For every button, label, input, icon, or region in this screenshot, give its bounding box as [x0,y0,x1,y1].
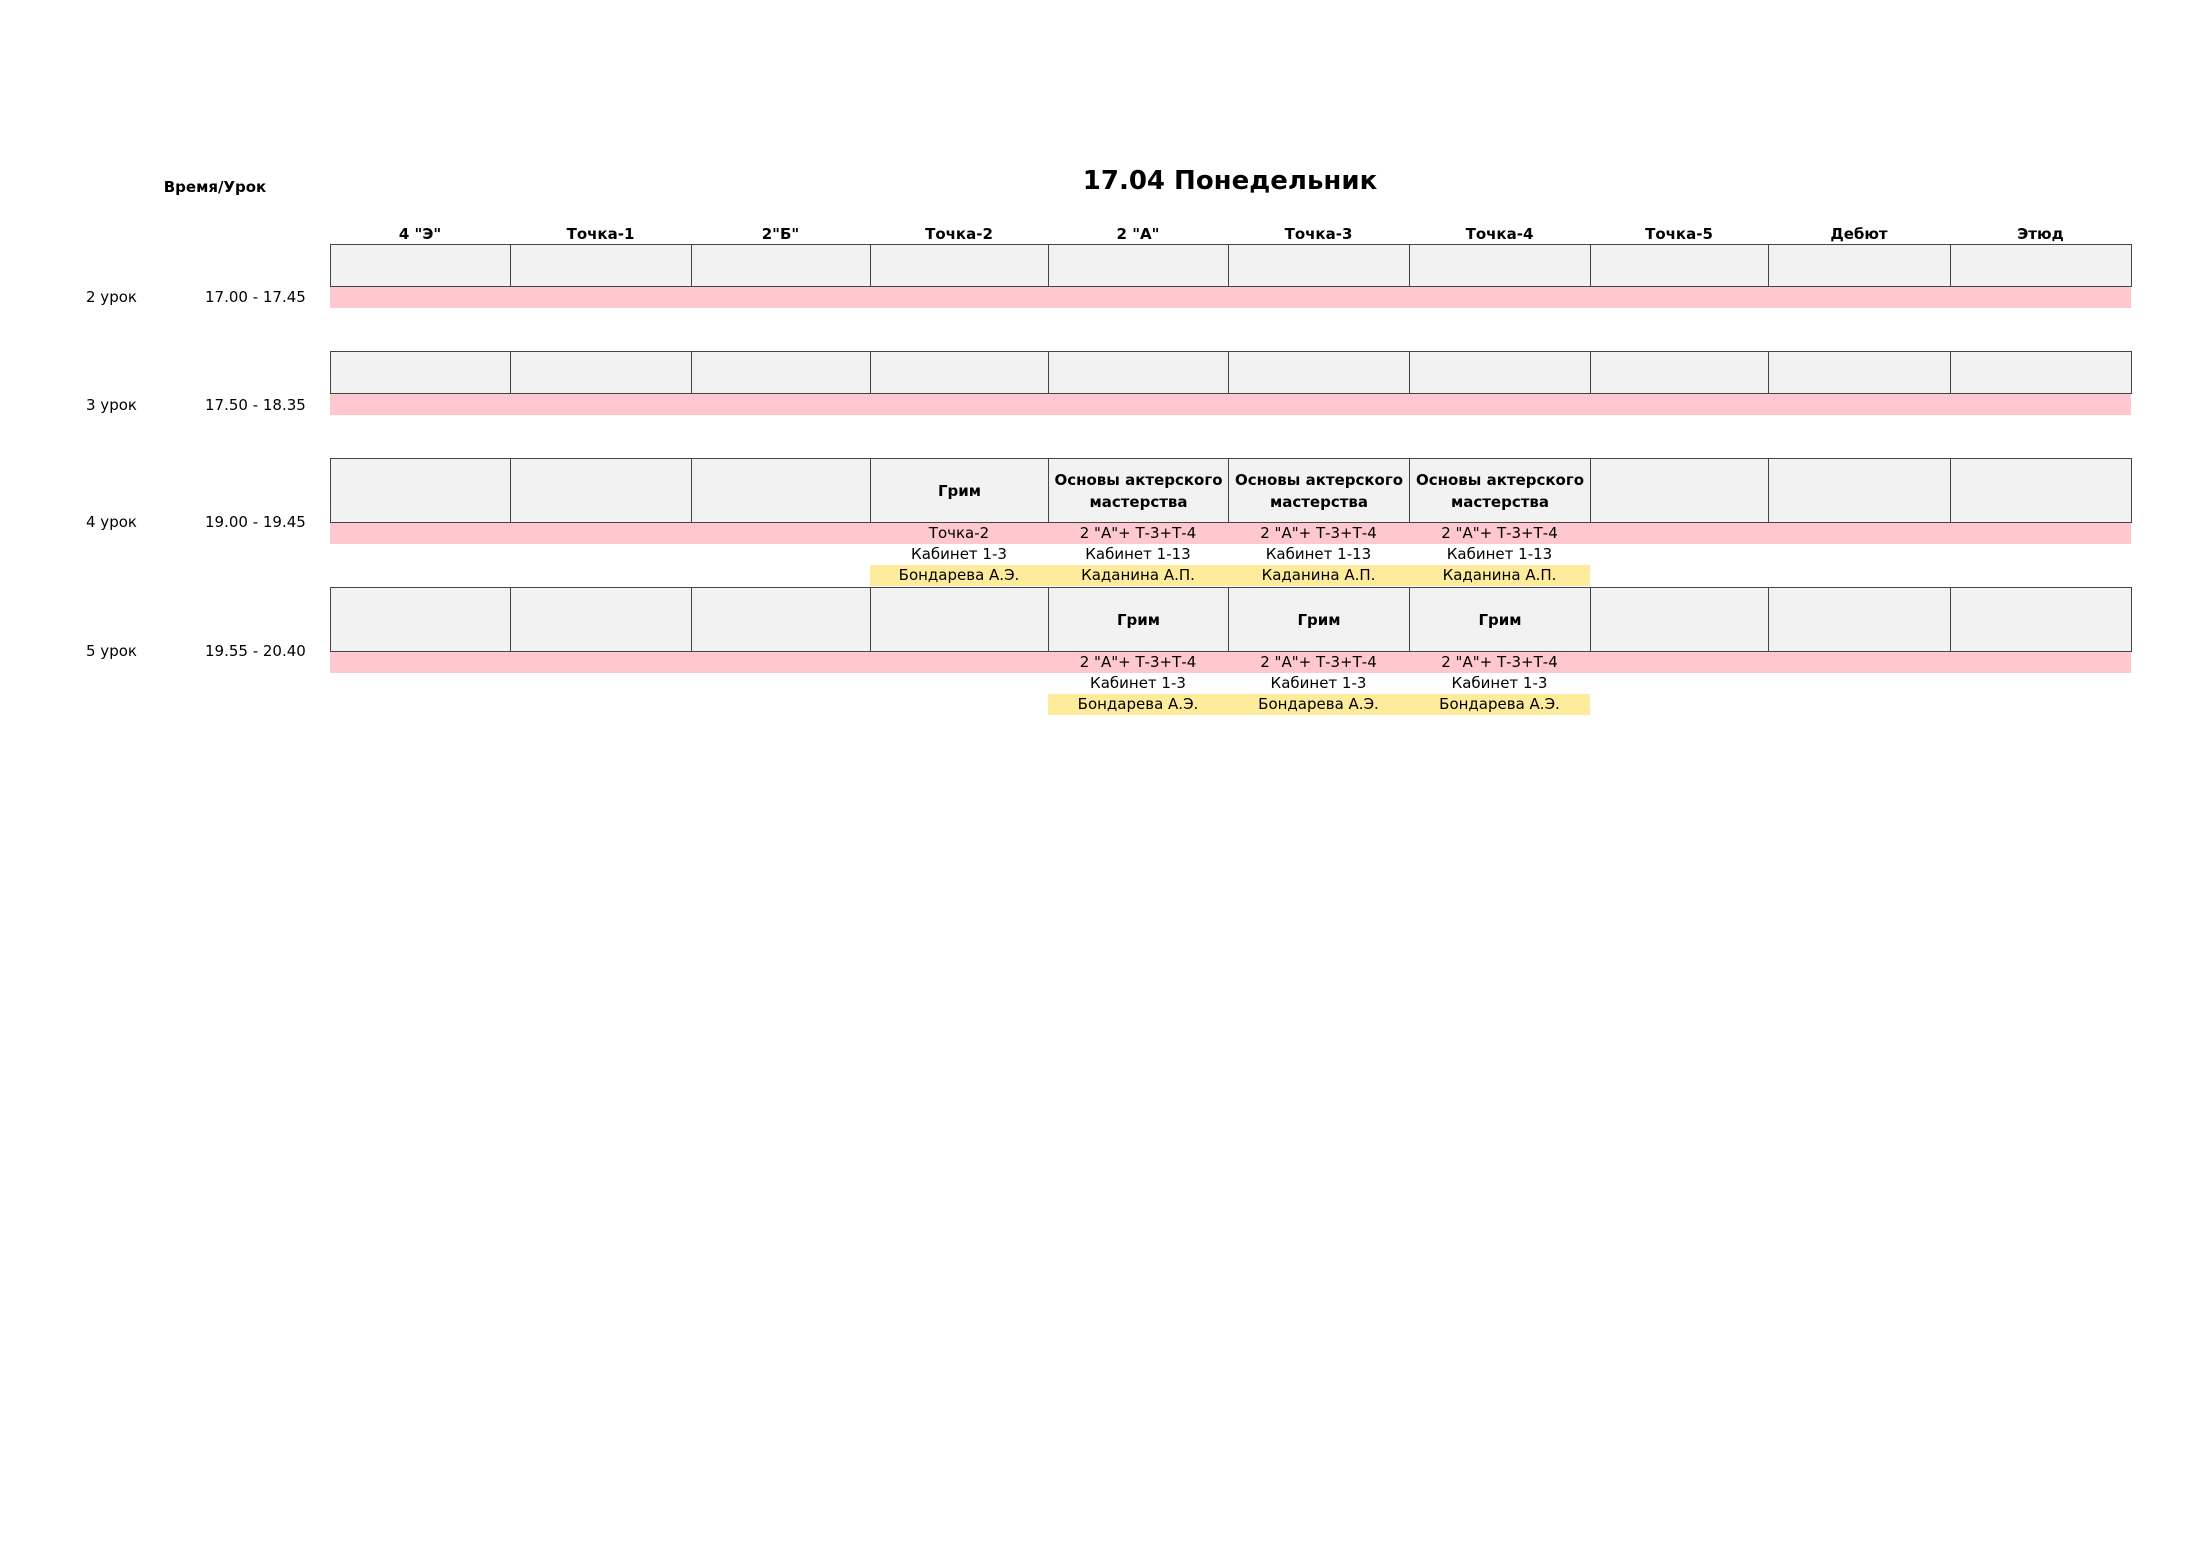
subject-cell: Грим [1228,587,1410,652]
column-header: Точка-1 [566,225,635,243]
teacher-text: Бондарева А.Э. [1048,694,1228,715]
column-header: Дебют [1830,225,1888,243]
page-title: 17.04 Понедельник [1082,166,1378,196]
column-header: Точка-4 [1465,225,1534,243]
subject-cell [510,458,692,523]
room-text: Кабинет 1-13 [1446,545,1553,563]
subject-cell [1768,458,1951,523]
subject-cell: Грим [870,458,1049,523]
subject-cell [510,244,692,287]
subject-cell: Основы актерского мастерства [1048,458,1229,523]
subject-cell [1950,244,2132,287]
lesson-time-range: 19.00 - 19.45 [205,513,306,531]
room-text: Кабинет 1-3 [1090,674,1186,692]
subject-cell [330,587,511,652]
subject-cell [691,244,871,287]
lesson-number-label: 4 урок [86,513,137,531]
group-row-band [330,287,2131,308]
subject-cell [691,587,871,652]
subject-cell [1409,351,1591,394]
group-text: 2 "А"+ Т-3+Т-4 [1441,653,1558,671]
time-lesson-header: Время/Урок [163,178,267,196]
group-row-band [330,394,2131,415]
subject-cell: Грим [1409,587,1591,652]
subject-cell [691,458,871,523]
room-text: Кабинет 1-13 [1085,545,1191,563]
group-text: 2 "А"+ Т-3+Т-4 [1260,653,1377,671]
subject-cell [330,244,511,287]
lesson-time-range: 17.50 - 18.35 [205,396,306,414]
room-text: Кабинет 1-3 [1451,674,1548,692]
subject-cell [1950,587,2132,652]
teacher-text: Бондарева А.Э. [870,565,1048,586]
group-text: Точка-2 [928,524,990,542]
subject-cell [691,351,871,394]
subject-cell [870,244,1049,287]
subject-cell [330,351,511,394]
subject-cell [1768,587,1951,652]
teacher-text: Каданина А.П. [1048,565,1228,586]
room-text: Кабинет 1-3 [1270,674,1367,692]
lesson-number-label: 5 урок [86,642,137,660]
subject-cell [1228,351,1410,394]
lesson-number-label: 3 урок [86,396,137,414]
subject-cell [1590,587,1769,652]
room-text: Кабинет 1-13 [1265,545,1372,563]
lesson-time-range: 17.00 - 17.45 [205,288,306,306]
subject-cell [510,587,692,652]
group-text: 2 "А"+ Т-3+Т-4 [1079,653,1197,671]
subject-cell [1950,458,2132,523]
subject-cell [870,351,1049,394]
subject-cell: Грим [1048,587,1229,652]
subject-cell [1950,351,2132,394]
teacher-text: Каданина А.П. [1409,565,1590,586]
column-header: Точка-5 [1645,225,1713,243]
teacher-text: Бондарева А.Э. [1409,694,1590,715]
subject-cell: Основы актерского мастерства [1228,458,1410,523]
subject-cell [1048,244,1229,287]
lesson-number-label: 2 урок [86,288,137,306]
subject-cell: Основы актерского мастерства [1409,458,1591,523]
subject-cell [870,587,1049,652]
column-header: Точка-2 [925,225,993,243]
subject-cell [1228,244,1410,287]
column-header: 2 "А" [1116,225,1160,243]
group-text: 2 "А"+ Т-3+Т-4 [1079,524,1197,542]
column-header: Точка-3 [1284,225,1353,243]
teacher-text: Каданина А.П. [1228,565,1409,586]
group-text: 2 "А"+ Т-3+Т-4 [1441,524,1558,542]
subject-cell [1590,244,1769,287]
subject-cell [1590,351,1769,394]
teacher-text: Бондарева А.Э. [1228,694,1409,715]
column-header: 4 "Э" [398,225,442,243]
column-header: 2"Б" [761,225,800,243]
group-text: 2 "А"+ Т-3+Т-4 [1260,524,1377,542]
room-text: Кабинет 1-3 [911,545,1007,563]
subject-cell [1768,244,1951,287]
subject-cell [510,351,692,394]
subject-cell [330,458,511,523]
subject-cell [1048,351,1229,394]
subject-cell [1768,351,1951,394]
lesson-time-range: 19.55 - 20.40 [205,642,306,660]
subject-cell [1590,458,1769,523]
column-header: Этюд [2017,225,2064,243]
subject-cell [1409,244,1591,287]
